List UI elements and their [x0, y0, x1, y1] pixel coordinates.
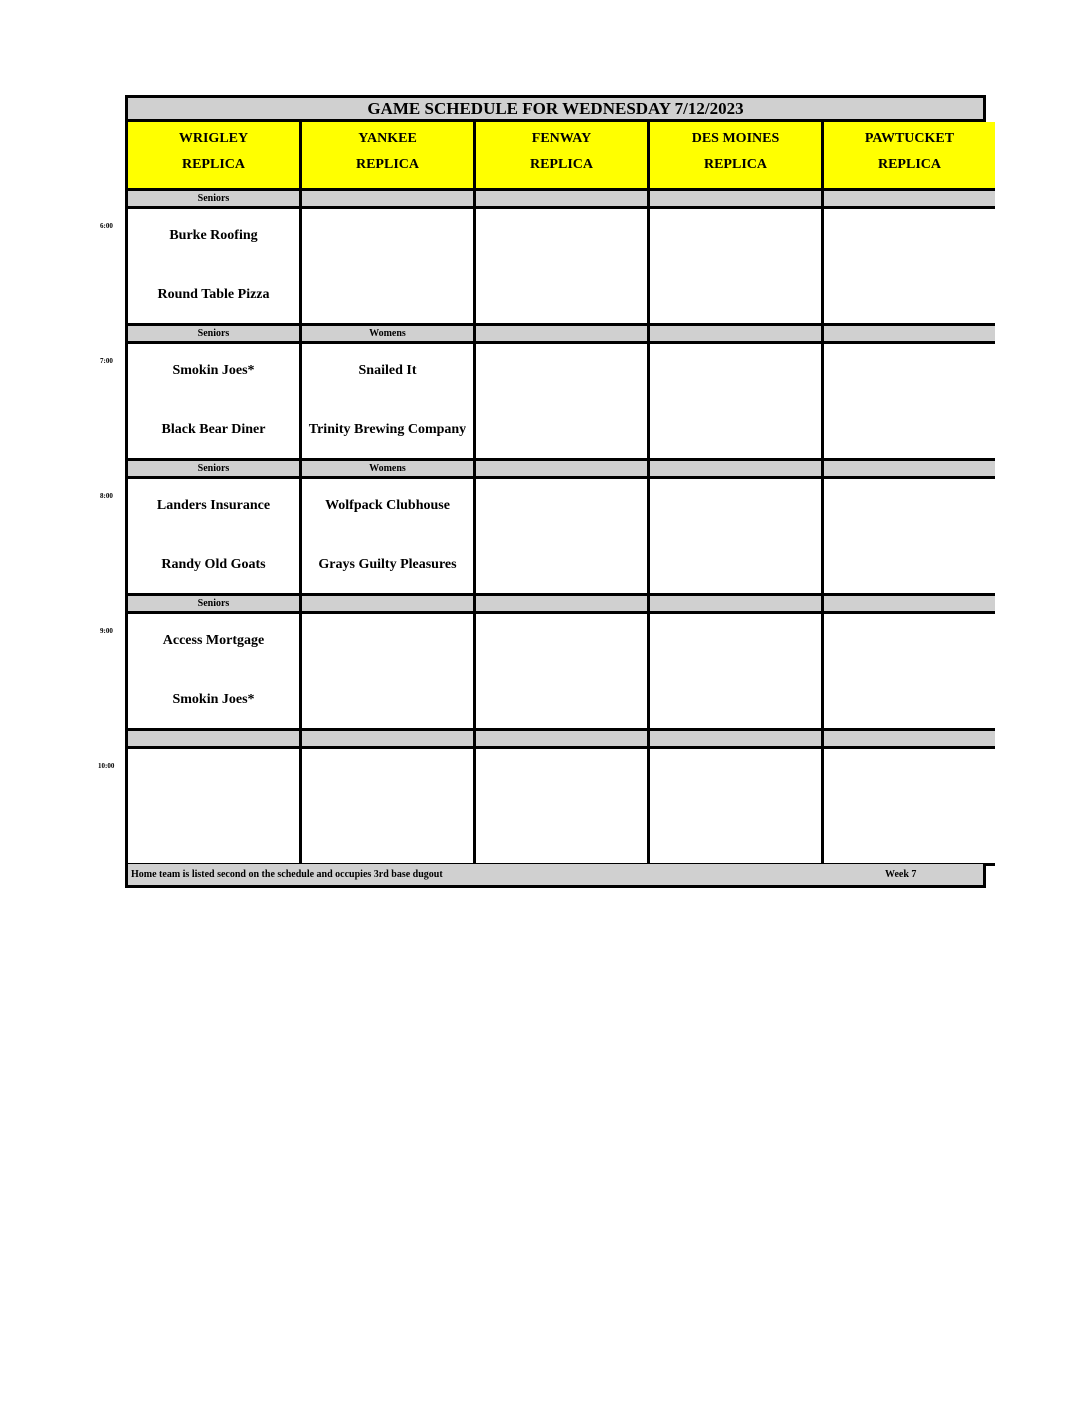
division-bar	[476, 326, 647, 344]
time-label: 6:00	[100, 222, 113, 230]
field-header	[128, 122, 299, 191]
division-bar: Seniors	[128, 326, 299, 344]
home-team: Smokin Joes*	[172, 692, 255, 707]
division-bar	[824, 461, 995, 479]
division-bar	[824, 731, 995, 749]
division-bar: Seniors	[128, 461, 299, 479]
game-cell	[650, 749, 821, 866]
field-name: WRIGLEY	[178, 131, 249, 146]
game-cell	[650, 479, 821, 596]
home-team: Trinity Brewing Company	[308, 422, 467, 437]
division-bar	[824, 326, 995, 344]
field-subtitle: REPLICA	[355, 157, 419, 172]
away-team: Wolfpack Clubhouse	[325, 498, 450, 513]
week-label: Week 7	[885, 869, 917, 880]
field-name: YANKEE	[358, 131, 417, 146]
away-team: Landers Insurance	[156, 498, 271, 513]
division-bar	[128, 731, 299, 749]
home-team: Randy Old Goats	[161, 557, 266, 572]
field-header	[476, 122, 647, 191]
division-bar	[650, 326, 821, 344]
field-header	[824, 122, 995, 191]
away-team: Smokin Joes*	[172, 363, 255, 378]
schedule-title: GAME SCHEDULE FOR WEDNESDAY 7/12/2023	[128, 98, 983, 122]
game-cell	[128, 614, 299, 731]
division-bar	[824, 191, 995, 209]
game-cell	[476, 614, 647, 731]
time-label: 8:00	[100, 492, 113, 500]
field-name: DES MOINES	[691, 131, 780, 146]
game-cell	[476, 344, 647, 461]
schedule-sheet	[125, 95, 986, 888]
game-cell	[650, 614, 821, 731]
home-team: Round Table Pizza	[157, 287, 270, 302]
division-bar	[824, 596, 995, 614]
field-header	[650, 122, 821, 191]
home-team-note: Home team is listed second on the schedule and occupies 3rd base dugout	[131, 869, 443, 880]
division-bar	[302, 596, 473, 614]
field-subtitle: REPLICA	[181, 157, 245, 172]
game-cell	[476, 749, 647, 866]
division-bar: Seniors	[128, 596, 299, 614]
home-team: Grays Guilty Pleasures	[318, 557, 457, 572]
game-cell	[128, 479, 299, 596]
division-bar: Womens	[302, 326, 473, 344]
division-bar	[650, 596, 821, 614]
division-bar	[650, 191, 821, 209]
game-cell	[476, 479, 647, 596]
game-cell	[128, 344, 299, 461]
field-subtitle: REPLICA	[703, 157, 767, 172]
field-name: FENWAY	[531, 131, 592, 146]
schedule-footer	[128, 864, 983, 885]
game-cell	[650, 209, 821, 326]
division-bar	[476, 731, 647, 749]
division-bar	[302, 731, 473, 749]
division-bar	[650, 731, 821, 749]
game-cell	[824, 344, 995, 461]
away-team: Access Mortgage	[162, 633, 265, 648]
division-bar	[650, 461, 821, 479]
game-cell	[302, 614, 473, 731]
field-subtitle: REPLICA	[529, 157, 593, 172]
division-bar: Womens	[302, 461, 473, 479]
field-header	[302, 122, 473, 191]
game-cell	[302, 209, 473, 326]
time-label: 10:00	[98, 762, 115, 770]
game-cell	[128, 749, 299, 866]
game-cell	[824, 479, 995, 596]
time-label: 7:00	[100, 357, 113, 365]
game-cell	[302, 479, 473, 596]
home-team: Black Bear Diner	[161, 422, 266, 437]
time-label: 9:00	[100, 627, 113, 635]
game-cell	[302, 749, 473, 866]
division-bar	[302, 191, 473, 209]
field-subtitle: REPLICA	[877, 157, 941, 172]
division-bar	[476, 461, 647, 479]
division-bar: Seniors	[128, 191, 299, 209]
game-cell	[650, 344, 821, 461]
division-bar	[476, 191, 647, 209]
game-cell	[824, 749, 995, 866]
division-bar	[476, 596, 647, 614]
game-cell	[302, 344, 473, 461]
game-cell	[824, 614, 995, 731]
game-cell	[476, 209, 647, 326]
away-team: Burke Roofing	[169, 228, 258, 243]
field-name: PAWTUCKET	[864, 131, 955, 146]
game-cell	[824, 209, 995, 326]
game-cell	[128, 209, 299, 326]
away-team: Snailed It	[358, 363, 417, 378]
